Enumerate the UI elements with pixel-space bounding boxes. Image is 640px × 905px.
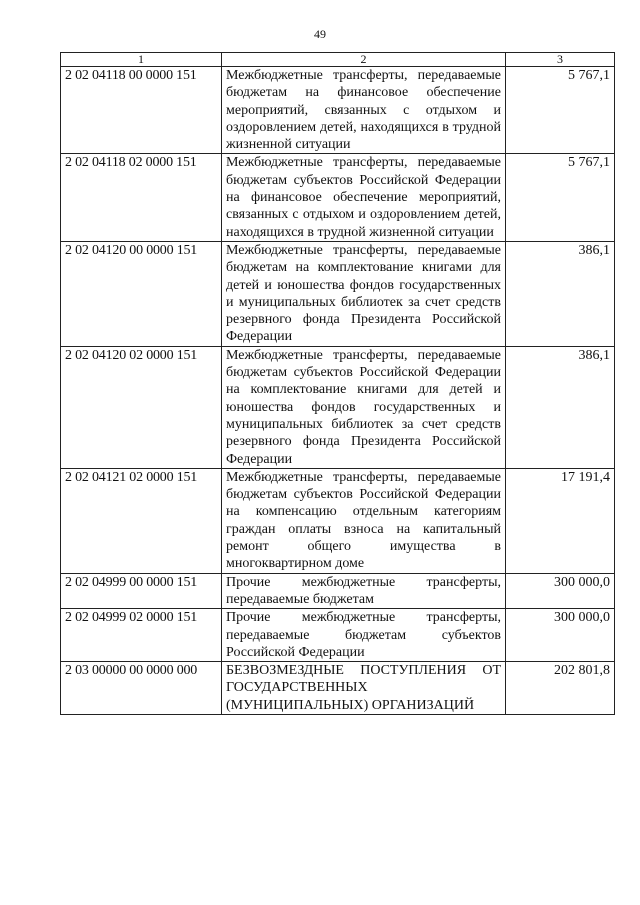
header-row	[61, 53, 615, 67]
row-amount: 386,1	[506, 346, 615, 468]
row-code: 2 03 00000 00 0000 000	[61, 662, 222, 715]
row-amount: 17 191,4	[506, 468, 615, 573]
row-amount: 5 767,1	[506, 67, 615, 154]
row-description: БЕЗВОЗМЕЗДНЫЕ ПОСТУПЛЕНИЯ ОТ ГОСУДАРСТВЕННЫХ (МУНИЦИПАЛЬНЫХ) ОРГАНИЗАЦИЙ	[222, 662, 506, 715]
table-row	[61, 662, 615, 715]
column-header-description: 2	[222, 53, 506, 67]
row-code: 2 02 04999 02 0000 151	[61, 609, 222, 662]
row-code: 2 02 04999 00 0000 151	[61, 573, 222, 609]
row-amount: 300 000,0	[506, 609, 615, 662]
row-code: 2 02 04120 02 0000 151	[61, 346, 222, 468]
budget-revenue-table	[60, 52, 615, 715]
row-description: Прочие межбюджетные трансферты, передаваемые бюджетам	[222, 573, 506, 609]
row-code: 2 02 04121 02 0000 151	[61, 468, 222, 573]
table-row	[61, 241, 615, 346]
row-description: Межбюджетные трансферты, передаваемые бюджетам субъектов Российской Федерации на компенсацию отдельным категориям граждан оплаты взноса на капитальный ремонт общего имущества в многоквартирном доме	[222, 468, 506, 573]
table-row	[61, 67, 615, 154]
row-code: 2 02 04120 00 0000 151	[61, 241, 222, 346]
column-header-code: 1	[61, 53, 222, 67]
row-amount: 386,1	[506, 241, 615, 346]
row-description: Межбюджетные трансферты, передаваемые бюджетам субъектов Российской Федерации на финансовое обеспечение мероприятий, связанных с отдыхом и оздоровлением детей, находящихся в трудной жизненной ситуации	[222, 154, 506, 241]
row-amount: 5 767,1	[506, 154, 615, 241]
row-description: Прочие межбюджетные трансферты, передаваемые бюджетам субъектов Российской Федерации	[222, 609, 506, 662]
row-amount: 300 000,0	[506, 573, 615, 609]
table-row	[61, 468, 615, 573]
table-row	[61, 609, 615, 662]
row-description: Межбюджетные трансферты, передаваемые бюджетам на финансовое обеспечение мероприятий, связанных с отдыхом и оздоровлением детей, находящихся в трудной жизненной ситуации	[222, 67, 506, 154]
page-number: 49	[314, 27, 326, 41]
row-description: Межбюджетные трансферты, передаваемые бюджетам субъектов Российской Федерации на комплектование книгами для детей и юношества фондов государственных и муниципальных библиотек за счет средств резервного фонда Президента Российской Федерации	[222, 346, 506, 468]
row-code: 2 02 04118 00 0000 151	[61, 67, 222, 154]
row-amount: 202 801,8	[506, 662, 615, 715]
row-description: Межбюджетные трансферты, передаваемые бюджетам на комплектование книгами для детей и юношества фондов государственных и муниципальных библиотек за счет средств резервного фонда Президента Российской Федерации	[222, 241, 506, 346]
table-row	[61, 154, 615, 241]
table-row	[61, 573, 615, 609]
column-header-amount: 3	[506, 53, 615, 67]
row-code: 2 02 04118 02 0000 151	[61, 154, 222, 241]
table-row	[61, 346, 615, 468]
